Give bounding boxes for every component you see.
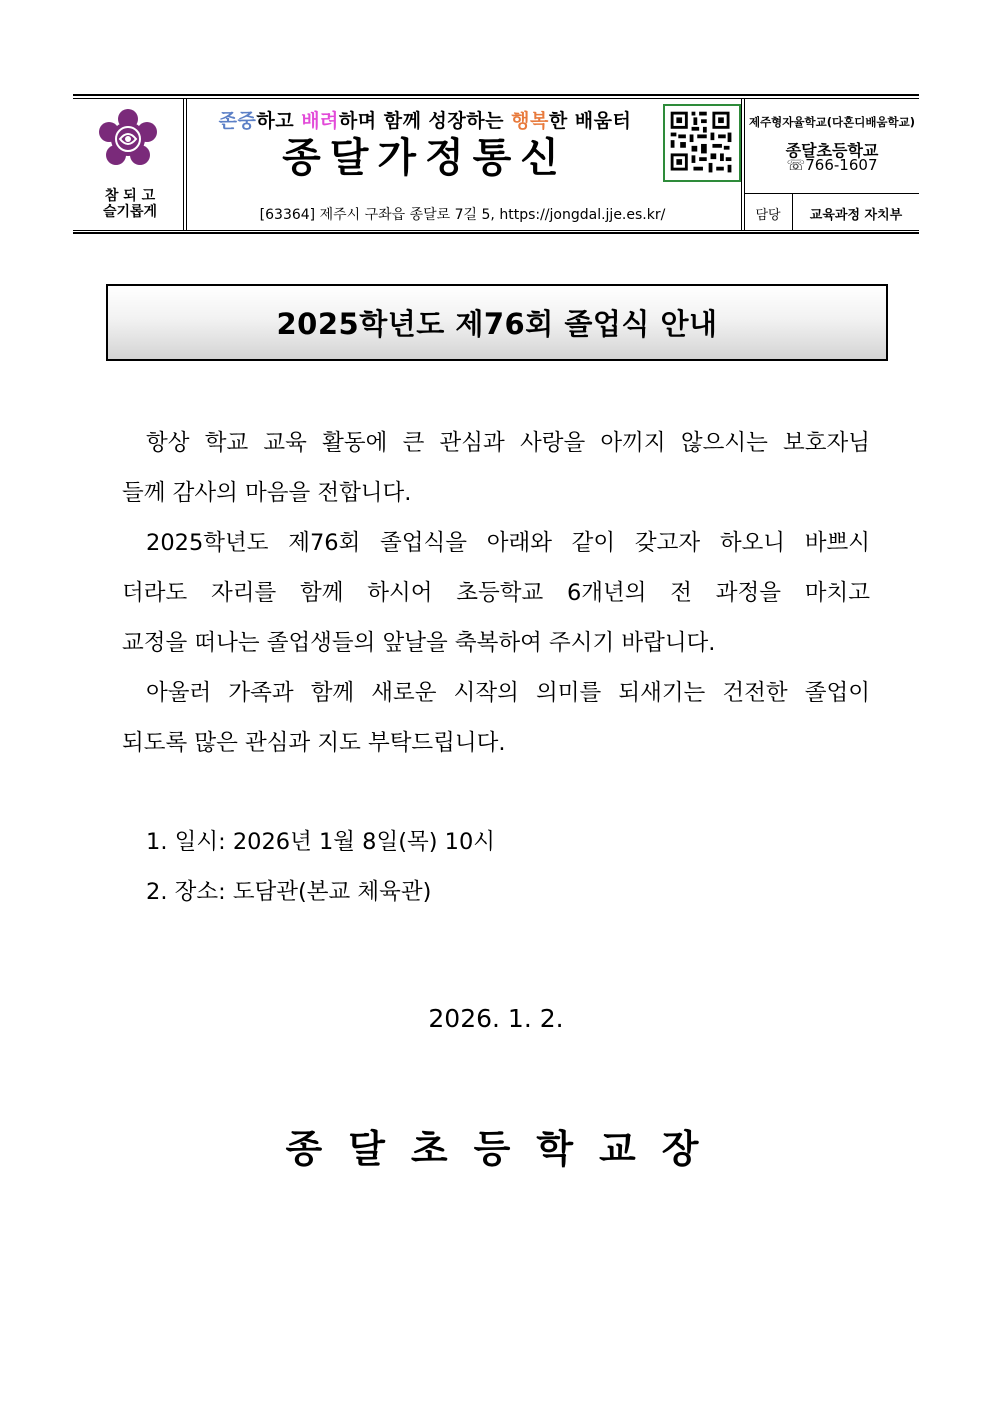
letterhead-bottom-rule bbox=[73, 232, 919, 234]
phone-icon: ☏ bbox=[786, 156, 806, 174]
school-slogan bbox=[190, 106, 660, 133]
paragraph-line: 교정을 떠나는 졸업생들의 앞날을 축복하여 주시기 바랍니다. bbox=[122, 630, 716, 656]
divider bbox=[183, 99, 184, 230]
divider bbox=[741, 99, 742, 230]
school-address: [63364] 제주시 구좌읍 종달로 7길 5, https://jongdal.jje.es.kr/ bbox=[259, 207, 666, 223]
paragraph-line: 들께 감사의 마음을 전합니다. bbox=[122, 480, 412, 506]
duty-label: 담당 bbox=[755, 208, 781, 223]
school-emblem-icon bbox=[96, 107, 160, 171]
phone-number: 766-1607 bbox=[805, 156, 878, 174]
paragraph-line: 더라도 자리를 함께 하시어 초등학교 6개년의 전 과정을 마치고 bbox=[122, 580, 870, 606]
letterhead-top-rule bbox=[73, 94, 919, 96]
slogan-text: 한 배움터 bbox=[548, 110, 632, 132]
slogan-word-happiness: 행복 bbox=[511, 110, 549, 132]
letterhead-bottom-rule-thin bbox=[73, 230, 919, 231]
divider bbox=[186, 99, 187, 230]
motto-line-1: 참 되 고 bbox=[104, 188, 156, 204]
paragraph-line: 항상 학교 교육 활동에 큰 관심과 사랑을 아끼지 않으시는 보호자님 bbox=[146, 430, 870, 456]
school-phone bbox=[746, 156, 918, 174]
slogan-word-respect: 존중 bbox=[218, 110, 257, 132]
notice-title: 2025학년도 제76회 졸업식 안내 bbox=[276, 307, 718, 341]
motto-line-2: 슬기롭게 bbox=[102, 204, 158, 220]
letterhead-top-rule-thin bbox=[73, 98, 919, 99]
paragraph-line: 2025학년도 제76회 졸업식을 아래와 같이 갖고자 하오니 바쁘시 bbox=[146, 530, 870, 556]
school-name: 종달초등학교 bbox=[785, 141, 879, 160]
paragraph-line: 되도록 많은 관심과 지도 부탁드립니다. bbox=[122, 730, 506, 756]
slogan-text: 하며 함께 성장하는 bbox=[338, 110, 512, 132]
school-type: 제주형자율학교(다혼디배움학교) bbox=[748, 115, 916, 129]
event-date-item: 1. 일시: 2026년 1월 8일(목) 10시 bbox=[146, 829, 496, 855]
principal-signature: 종달초등학교장 bbox=[285, 1127, 725, 1171]
issue-date: 2026. 1. 2. bbox=[428, 1004, 564, 1033]
school-motto bbox=[78, 188, 182, 220]
paragraph-line: 아울러 가족과 함께 새로운 시작의 의미를 되새기는 건전한 졸업이 bbox=[146, 680, 870, 706]
duty-department: 교육과정 자치부 bbox=[809, 208, 903, 223]
slogan-text: 하고 bbox=[256, 110, 302, 132]
notice-title-box bbox=[106, 284, 888, 361]
qr-code-icon[interactable] bbox=[663, 104, 741, 182]
event-place-item: 2. 장소: 도담관(본교 체육관) bbox=[146, 879, 432, 905]
newsletter-masthead: 종달가정통신 bbox=[282, 135, 568, 181]
slogan-word-care: 배려 bbox=[301, 110, 339, 132]
divider bbox=[744, 193, 919, 194]
divider bbox=[792, 193, 793, 230]
